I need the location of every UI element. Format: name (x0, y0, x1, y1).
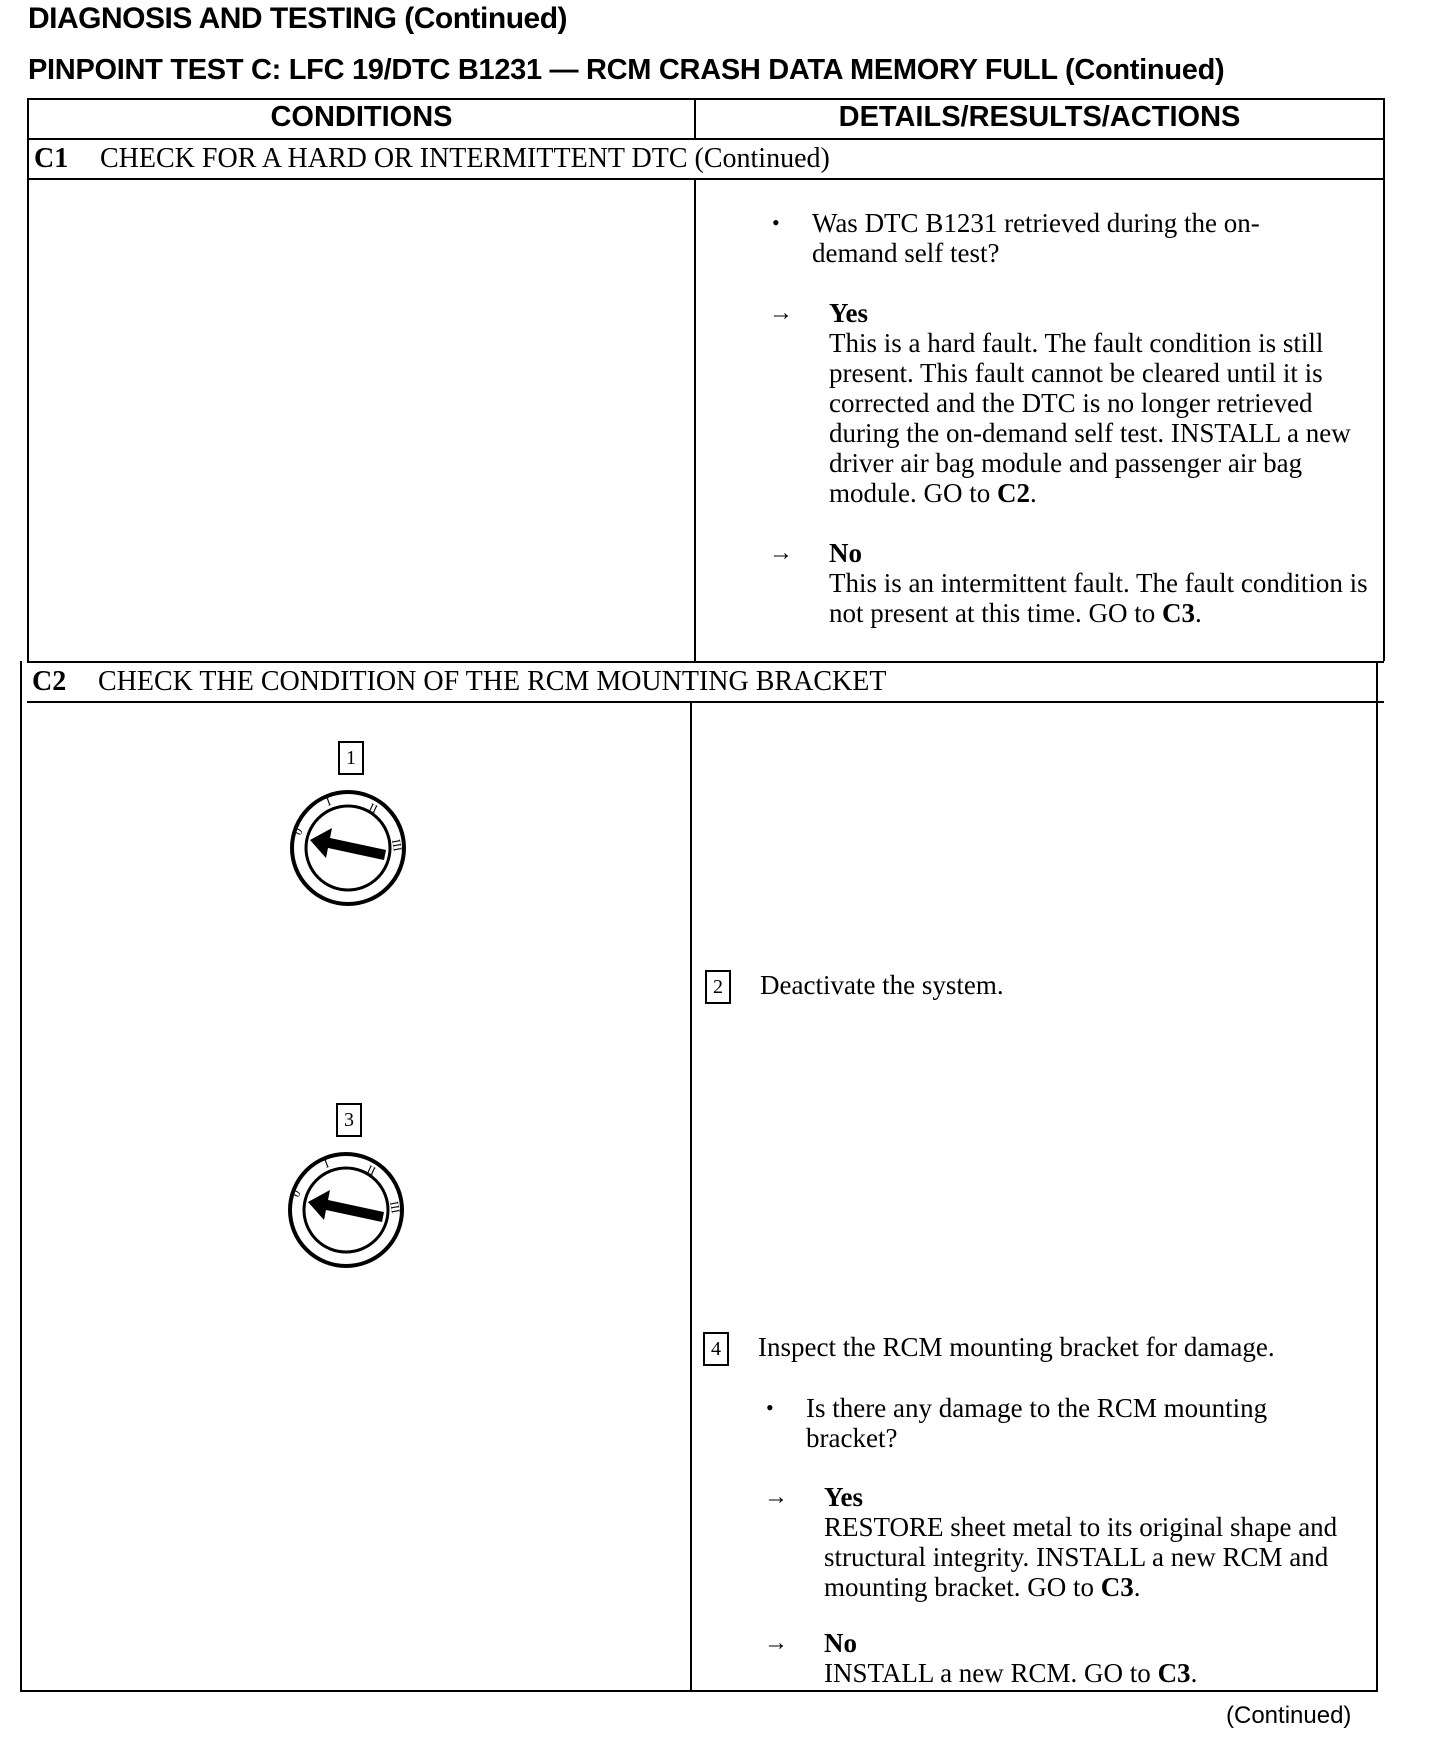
c2-question (766, 1393, 1326, 1453)
table-border-right-lower (1376, 661, 1378, 1692)
c1-question (772, 208, 1332, 268)
c2-result-no (764, 1628, 1344, 1688)
table-border-left-upper (27, 98, 29, 661)
c2-no-label: No (824, 1628, 857, 1658)
bullet-icon: • (772, 210, 780, 235)
c1-no-goto: C3 (1161, 598, 1195, 628)
c2-result-yes (764, 1482, 1344, 1602)
c1-no-end: . (1194, 598, 1202, 628)
table-header-divider (27, 138, 1384, 140)
column-header-details: DETAILS/RESULTS/ACTIONS (838, 101, 1241, 133)
table-border-right-upper (1383, 98, 1385, 661)
c2-top-divider (27, 661, 1384, 663)
c1-yes-goto: C2 (997, 478, 1030, 508)
c2-no-goto: C3 (1157, 1658, 1191, 1688)
bullet-icon: • (766, 1395, 774, 1420)
pinpoint-test-title: PINPOINT TEST C: LFC 19/DTC B1231 — RCM CRASH DATA MEMORY FULL (Continued) (28, 54, 1225, 86)
c1-question-text: Was DTC B1231 retrieved during the on-demand self test? (812, 208, 1260, 268)
arrow-right-icon: → (769, 300, 793, 326)
ignition-label-3: III (389, 838, 405, 853)
page-title: DIAGNOSIS AND TESTING (Continued) (28, 2, 568, 35)
ignition-switch-off-icon (288, 788, 408, 908)
step-c2-id: C2 (32, 666, 67, 697)
ignition-label-0: 0 (290, 825, 306, 838)
step-c1-title: CHECK FOR A HARD OR INTERMITTENT DTC (Continued) (100, 143, 830, 174)
c1-no-text: This is an intermittent fault. The fault condition is not present at this time. GO to (829, 568, 1368, 628)
c2-header-divider (27, 701, 1384, 703)
arrow-right-icon: → (764, 1484, 788, 1510)
c2-yes-goto: C3 (1100, 1572, 1134, 1602)
continued-footer: (Continued) (1226, 1702, 1352, 1729)
c2-question-text: Is there any damage to the RCM mounting bracket? (806, 1393, 1268, 1453)
step-4-text: Inspect the RCM mounting bracket for damage. (758, 1332, 1275, 1362)
c2-yes-text: RESTORE sheet metal to its original shape and structural integrity. INSTALL a new RCM and mounting bracket. GO to (824, 1512, 1338, 1602)
step-c1-id: C1 (34, 143, 69, 174)
ignition-label-0: 0 (288, 1187, 304, 1200)
c1-yes-end: . (1030, 478, 1037, 508)
c1-result-no (769, 538, 1369, 628)
step-2-box: 2 (705, 970, 731, 1004)
ignition-label-2: II (366, 800, 380, 817)
table-border-bottom (20, 1690, 1377, 1692)
c1-result-yes (769, 298, 1379, 508)
c2-no-text: INSTALL a new RCM. GO to (824, 1658, 1158, 1688)
arrow-right-icon: → (764, 1630, 788, 1656)
ignition-label-1: I (322, 1156, 331, 1171)
arrow-right-icon: → (769, 540, 793, 566)
step-4-box: 4 (703, 1332, 729, 1366)
c1-yes-text: This is a hard fault. The fault condition is still present. This fault cannot be cleared until it is corrected and the DTC is no longer retrieved during the on-demand self test. INSTALL a new driver air bag module and passenger air bag module. GO to (829, 328, 1351, 508)
column-header-conditions: CONDITIONS (270, 101, 453, 133)
step-c2-header (32, 666, 886, 698)
table-border-top (27, 98, 1384, 100)
ignition-label-2: II (364, 1162, 378, 1179)
c1-yes-label: Yes (829, 298, 868, 328)
c2-yes-end: . (1133, 1572, 1141, 1602)
step-c2-title: CHECK THE CONDITION OF THE RCM MOUNTING BRACKET (98, 666, 887, 697)
table-border-left-lower (20, 661, 22, 1692)
column-divider-c1 (694, 178, 696, 663)
c1-header-divider (27, 178, 1384, 180)
c2-no-end: . (1190, 1658, 1198, 1688)
ignition-label-1: I (324, 794, 333, 809)
step-c1-header (34, 143, 830, 175)
step-1-box: 1 (338, 741, 364, 775)
c1-no-label: No (829, 538, 862, 568)
step-3-box: 3 (336, 1103, 362, 1137)
column-divider-c2 (690, 701, 692, 1692)
step-2-text: Deactivate the system. (760, 970, 1004, 1000)
ignition-switch-off-icon (286, 1150, 406, 1270)
ignition-label-3: III (387, 1200, 403, 1215)
c2-yes-label: Yes (824, 1482, 863, 1512)
